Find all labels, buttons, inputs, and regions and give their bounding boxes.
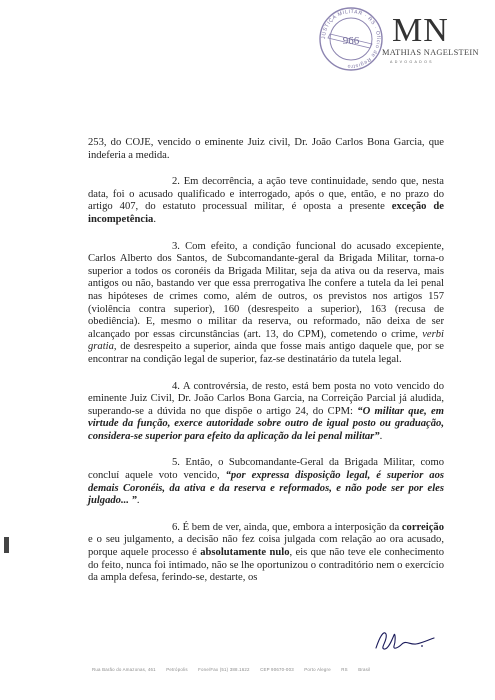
footer-city: Porto Alegre — [304, 667, 331, 672]
paragraph-2 — [88, 176, 444, 226]
paragraph-3 — [88, 241, 444, 367]
paragraph-2-end: . — [153, 213, 156, 225]
firm-logo — [382, 14, 492, 66]
paragraph-6-text-c: e o seu julgamento, a decisão não fez coisa julgada com relação ao ora acusado, porque aquele processo é — [88, 534, 444, 559]
paragraph-6-bold-nulo: absolutamente nulo — [200, 547, 290, 559]
footer-cep: CEP 90670-003 — [260, 667, 294, 672]
paragraph-1-text: 253, do COJE, vencido o eminente Juiz civil, Dr. João Carlos Bona Garcia, que indeferia a medida. — [88, 137, 444, 161]
paragraph-5-end: . — [136, 495, 140, 507]
paragraph-3-end: , de desrespeito a superior, ainda que fosse mais antigo daquele que, por se encontrar na condição legal de superior, faz-se destinatário da tutela legal. — [88, 341, 444, 365]
paragraph-2-text: 2. Em decorrência, a ação teve continuidade, sendo que, nesta data, foi o acusado qualificado e interrogado, após o que, então, e no prazo do artigo 407, do estatuto processual militar, é oposta a presente — [88, 176, 444, 213]
paragraph-5-quote: “por expressa disposição legal, é superior aos demais Coronéis, da ativa e da reserva e reformados, e não pode ser por eles julgado... ” — [88, 470, 444, 507]
footer-phone: Fone/Fax (51) 388.1622 — [198, 667, 250, 672]
seal-ring-text: JUSTIÇA MILITAR · RS · Ofício de Registro — [320, 8, 382, 70]
logo-subtitle: ADVOGADOS — [390, 60, 434, 64]
paragraph-2-bold: exceção de incompetência — [88, 201, 444, 225]
paragraph-3-italic: verbi gratia — [88, 328, 444, 353]
paragraph-continuation — [88, 137, 444, 162]
footer-address: Rua Barão do Amazonas, 461 — [92, 667, 156, 672]
footer-district: Petrópolis — [166, 667, 188, 672]
paragraph-4-end: . — [379, 430, 383, 442]
scan-margin-mark — [4, 537, 9, 553]
paragraph-6-text-a: 6. É bem de ver, ainda, que, embora a interposição da — [172, 521, 402, 533]
paragraph-6 — [88, 522, 444, 585]
paragraph-4-text: 4. A controvérsia, de resto, está bem posta no voto vencido do eminente Juiz Civil, Dr. João Carlos Bona Garcia, na Correição Parcial já aludida, superando-se a dúvida no que dispõe o artigo 24, do CPM: — [88, 380, 444, 417]
footer-country: Brasil — [358, 667, 371, 672]
paragraph-6-bold-correicao: correição — [401, 521, 444, 533]
registry-seal — [316, 4, 386, 74]
paragraph-3-text: 3. Com efeito, a condição funcional do acusado excepiente, Carlos Alberto dos Santos, de Subcomandante-geral da Brigada Militar, torna-o superior a todos os coronéis da Brigada Militar, seja da ativa ou da reserva, mais antigos ou não, bastando ver que essa prerrogativa lhe confere a tutela da lei penal nas hipóteses de crimes como, além de outros, os previstos nos artigos 157 (violência contra superior), 160 (desrespeito a superior), 163 (recusa de obediência). E, mesmo o militar da reserva, ou reformado, não deixa de ser alcançado por essas circunstâncias (art. 13, do CPM), cometendo o crime, — [88, 240, 444, 340]
footer-state: RS — [341, 667, 348, 672]
paragraph-6-text-e: , eis que não teve ele conhecimento do feito, nunca foi intimado, não se lhe oportunizou o contraditório nem o exercício da ampla defesa, ferindo-se, destarte, os — [88, 547, 445, 584]
paragraph-5-text: 5. Então, o Subcomandante-Geral da Brigada Militar, como concluí aquele voto vencido, — [88, 457, 444, 482]
signature — [370, 626, 440, 654]
letterhead-footer — [92, 667, 432, 672]
paragraph-4-quote: “O militar que, em virtude da função, exerce autoridade sobre outro de igual posto ou graduação, considera-se superior para efeito da aplicação da lei penal militar” — [88, 405, 444, 442]
paragraph-5 — [88, 457, 444, 507]
seal-number: 966 — [342, 35, 360, 47]
document-body — [88, 137, 444, 585]
logo-initials: MN — [392, 12, 449, 49]
logo-name: MATHIAS NAGELSTEIN — [382, 48, 479, 57]
paragraph-4 — [88, 381, 444, 444]
